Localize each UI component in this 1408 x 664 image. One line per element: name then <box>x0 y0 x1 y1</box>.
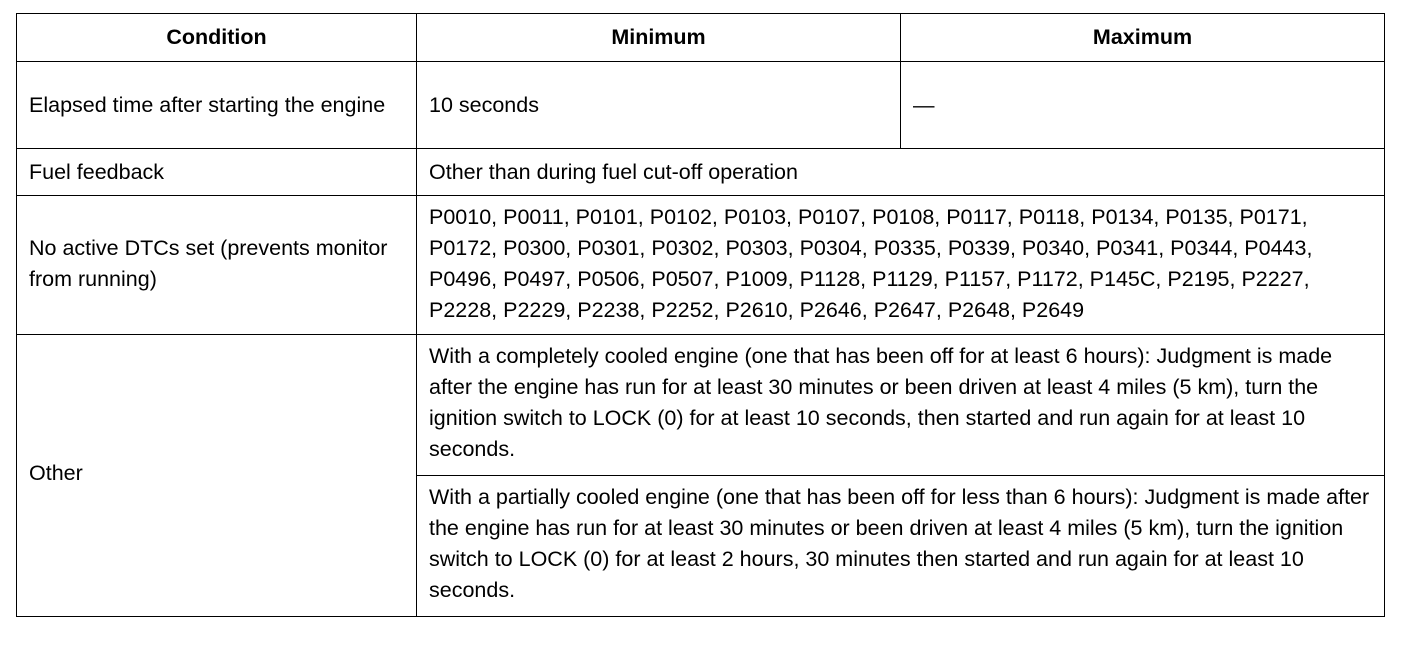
table-row-elapsed-time <box>17 62 1385 149</box>
dtc-code-list: P0010, P0011, P0101, P0102, P0103, P0107, P0108, P0117, P0118, P0134, P0135, P0171, P0172, P0300, P0301, P0302, P0303, P0304, P0335, P0339, P0340, P0341, P0344, P0443, P0496, P0497, P0506, P0507, P1009, P1128, P1129, P1157, P1172, P145C, P2195, P2227, P2228, P2229, P2238, P2252, P2610, P2646, P2647, P2648, P2649 <box>417 196 1385 335</box>
header-maximum: Maximum <box>901 14 1385 62</box>
header-minimum: Minimum <box>417 14 901 62</box>
header-condition: Condition <box>17 14 417 62</box>
condition-cell: Fuel feedback <box>17 149 417 196</box>
table-row-fuel-feedback <box>17 149 1385 196</box>
conditions-table <box>16 13 1385 617</box>
condition-cell: No active DTCs set (prevents monitor from running) <box>17 196 417 335</box>
condition-cell: Elapsed time after starting the engine <box>17 62 417 149</box>
value-cell: Other than during fuel cut-off operation <box>417 149 1385 196</box>
table-row-other-cooled <box>17 335 1385 476</box>
table-header-row <box>17 14 1385 62</box>
maximum-cell: — <box>901 62 1385 149</box>
condition-cell: Other <box>17 335 417 617</box>
table-row-no-active-dtcs <box>17 196 1385 335</box>
value-cell-partially-cooled: With a partially cooled engine (one that has been off for less than 6 hours): Judgment is made after the engine has run for at least 30 minutes or been driven at least 4 miles (5 km), turn the ignition switch to LOCK (0) for at least 2 hours, 30 minutes then started and run again for at least 10 seconds. <box>417 476 1385 617</box>
value-cell-completely-cooled: With a completely cooled engine (one that has been off for at least 6 hours): Judgment is made after the engine has run for at least 30 minutes or been driven at least 4 miles (5 km), turn the ignition switch to LOCK (0) for at least 10 seconds, then started and run again for at least 10 seconds. <box>417 335 1385 476</box>
minimum-cell: 10 seconds <box>417 62 901 149</box>
conditions-table-container <box>16 13 1384 617</box>
